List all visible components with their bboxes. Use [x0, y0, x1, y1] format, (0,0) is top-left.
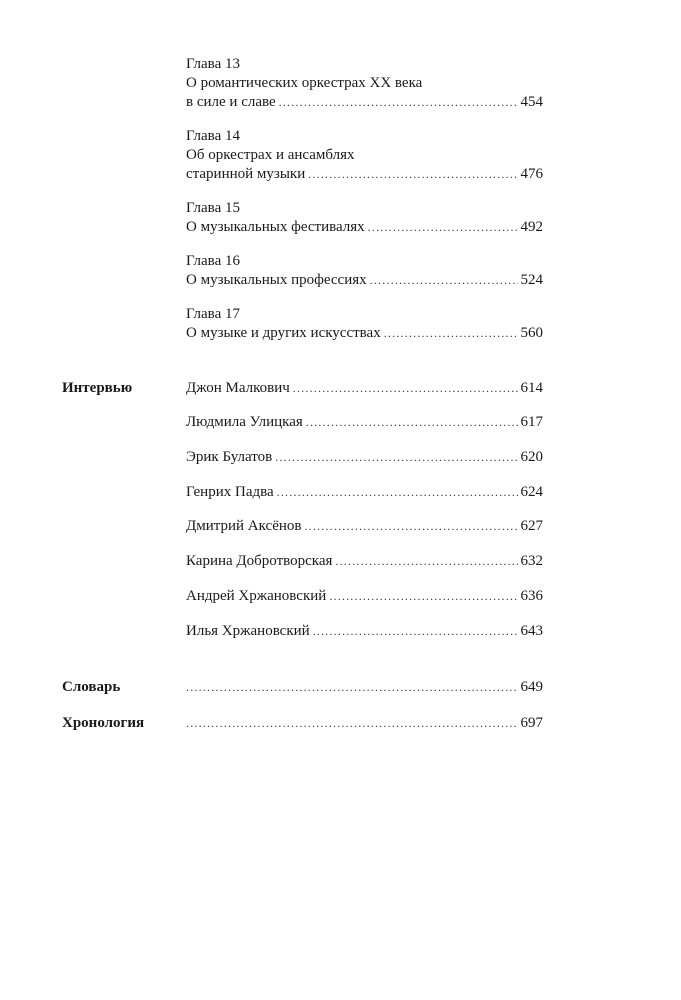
- entry-title: Андрей Хржановский: [186, 588, 327, 604]
- page-number: 560: [520, 325, 543, 341]
- chapter-label: Глава 15: [186, 200, 240, 216]
- dot-leader: [293, 379, 518, 398]
- chapter-label: Глава 17: [186, 306, 240, 322]
- toc-entry-interview: [186, 413, 543, 432]
- toc-chapter-13: [186, 55, 543, 112]
- dot-leader: [304, 517, 517, 536]
- toc-entry-glossary: [186, 678, 543, 697]
- page-number: 620: [520, 449, 543, 465]
- page-number: 632: [520, 553, 543, 569]
- chapter-label: Глава 13: [186, 56, 240, 72]
- entry-title: Илья Хржановский: [186, 623, 310, 639]
- dot-leader: [186, 714, 518, 733]
- toc-entry-interview: [186, 517, 543, 536]
- toc-chapter-15: [186, 199, 543, 237]
- chapter-title-text: О музыкальных профессиях: [186, 272, 367, 288]
- dot-leader: [306, 413, 518, 432]
- dot-leader: [329, 587, 517, 606]
- page-number: 624: [520, 484, 543, 500]
- chapter-label: Глава 16: [186, 253, 240, 269]
- toc-chapter-17: [186, 305, 543, 343]
- dot-leader: [308, 165, 517, 184]
- dot-leader: [335, 552, 517, 571]
- toc-entry-interview: [186, 552, 543, 571]
- chapter-title-text: в силе и славе: [186, 94, 276, 110]
- dot-leader: [368, 218, 518, 237]
- entry-title: Дмитрий Аксёнов: [186, 518, 302, 534]
- entry-title: Джон Малкович: [186, 380, 290, 396]
- section-label-interviews: Интервью: [62, 380, 133, 396]
- dot-leader: [275, 448, 517, 467]
- page-number: 454: [520, 94, 543, 110]
- toc-entry-interview: [186, 379, 543, 398]
- toc-entry-chronology: [186, 714, 543, 733]
- section-label-chronology: Хронология: [62, 715, 145, 731]
- entry-title: Людмила Улицкая: [186, 414, 303, 430]
- toc-chapter-16: [186, 252, 543, 290]
- page-number: 476: [520, 166, 543, 182]
- dot-leader: [370, 271, 518, 290]
- dot-leader: [277, 483, 518, 502]
- chapter-title-last-line: [186, 218, 543, 237]
- chapter-title-last-line: [186, 93, 543, 112]
- entry-title: Эрик Булатов: [186, 449, 273, 465]
- page-number: 524: [520, 272, 543, 288]
- toc-entry-interview: [186, 587, 543, 606]
- entry-title: Генрих Падва: [186, 484, 274, 500]
- chapter-title-line: О романтических оркестрах XX века: [186, 75, 423, 91]
- chapter-title-text: старинной музыки: [186, 166, 306, 182]
- chapter-title-last-line: [186, 324, 543, 343]
- page-number: 636: [520, 588, 543, 604]
- entry-title: Карина Добротворская: [186, 553, 333, 569]
- dot-leader: [279, 93, 518, 112]
- section-label-glossary: Словарь: [62, 679, 121, 695]
- toc-entry-interview: [186, 622, 543, 641]
- toc-entry-interview: [186, 483, 543, 502]
- dot-leader: [313, 622, 518, 641]
- chapter-title-last-line: [186, 271, 543, 290]
- chapter-title-line: Об оркестрах и ансамблях: [186, 147, 355, 163]
- chapter-title-text: О музыкальных фестивалях: [186, 219, 365, 235]
- toc-entry-interview: [186, 448, 543, 467]
- chapter-title-last-line: [186, 165, 543, 184]
- toc-chapter-14: [186, 127, 543, 184]
- page-number: 649: [520, 679, 543, 695]
- page-number: 492: [520, 219, 543, 235]
- page-number: 627: [520, 518, 543, 534]
- page-number: 697: [520, 715, 543, 731]
- dot-leader: [384, 324, 518, 343]
- page-number: 617: [520, 414, 543, 430]
- page-number: 614: [520, 380, 543, 396]
- chapter-label: Глава 14: [186, 128, 240, 144]
- page-number: 643: [520, 623, 543, 639]
- dot-leader: [186, 678, 518, 697]
- chapter-title-text: О музыке и других искусствах: [186, 325, 381, 341]
